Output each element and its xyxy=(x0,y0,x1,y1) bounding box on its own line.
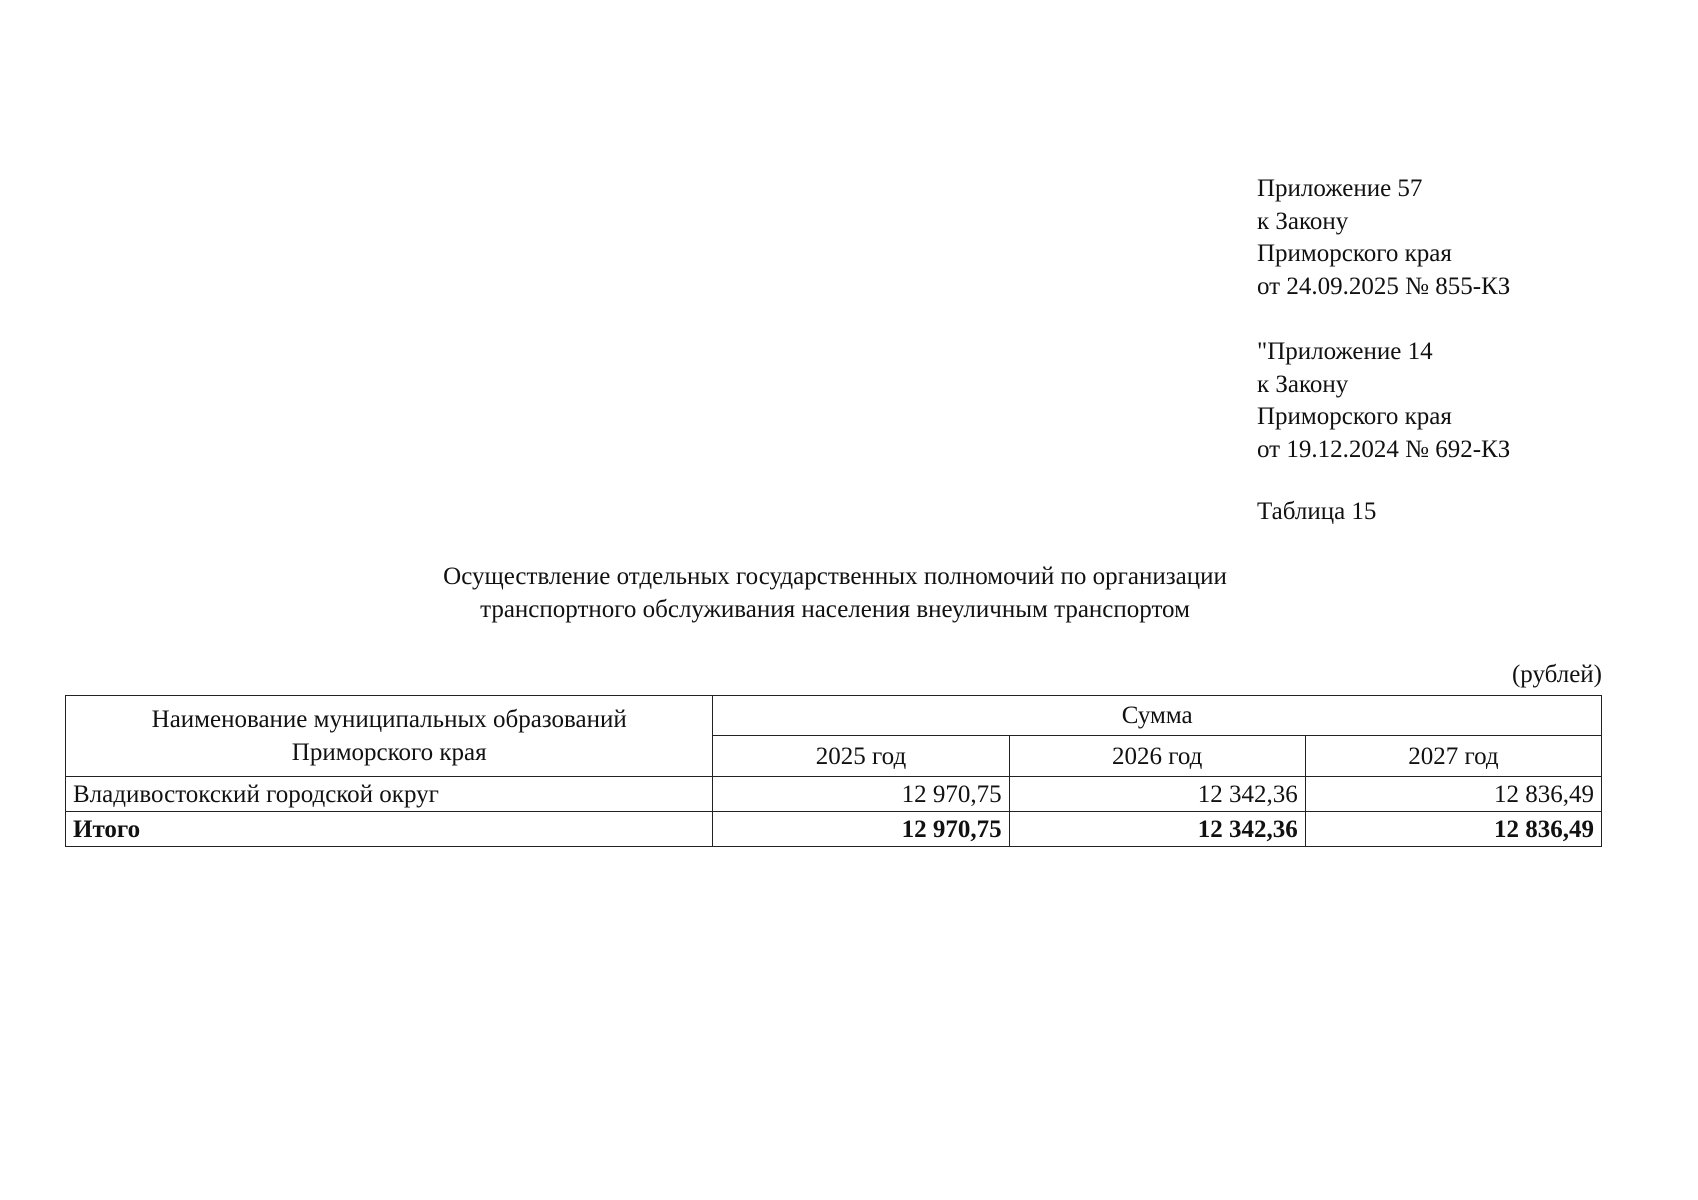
annex-14-line: "Приложение 14 xyxy=(1257,338,1433,365)
municipality-column-header xyxy=(66,696,713,777)
year-column-header: 2026 год xyxy=(1009,736,1305,777)
year-column-header: 2027 год xyxy=(1305,736,1601,777)
amount-cell: 12 342,36 xyxy=(1009,777,1305,812)
annex-14-line: от 19.12.2024 № 692-КЗ xyxy=(1257,435,1511,463)
annex-14-line: Приморского края xyxy=(1257,403,1452,430)
municipality-header-line: Наименование муниципальных образований xyxy=(151,706,627,733)
total-amount-cell: 12 836,49 xyxy=(1305,812,1601,847)
municipality-header-line: Приморского края xyxy=(291,739,487,766)
annex-14-reference xyxy=(1257,336,1510,466)
annex-57-line: к Закону xyxy=(1257,207,1349,235)
sum-column-header: Сумма xyxy=(713,696,1602,736)
amount-cell: 12 970,75 xyxy=(713,777,1009,812)
annex-57-line: от 24.09.2025 № 855-КЗ xyxy=(1257,272,1511,300)
table-row xyxy=(66,777,1602,812)
total-label-cell: Итого xyxy=(66,812,713,847)
annex-57-line: Приложение 57 xyxy=(1257,175,1423,202)
annex-57-reference xyxy=(1257,173,1510,303)
year-column-header: 2025 год xyxy=(713,736,1009,777)
document-title xyxy=(300,561,1370,626)
document-title-line: Осуществление отдельных государственных полномочий по организации xyxy=(443,563,1227,590)
allocation-table xyxy=(65,695,1602,847)
total-amount-cell: 12 970,75 xyxy=(713,812,1009,847)
document-title-line: транспортного обслуживания населения внеуличным транспортом xyxy=(480,595,1190,623)
units-label: (рублей) xyxy=(1511,661,1602,688)
total-amount-cell: 12 342,36 xyxy=(1009,812,1305,847)
annex-57-line: Приморского края xyxy=(1257,240,1452,267)
table-header-row xyxy=(66,696,1602,736)
total-row xyxy=(66,812,1602,847)
table-number: Таблица 15 xyxy=(1257,498,1377,525)
annex-14-line: к Закону xyxy=(1257,370,1349,398)
municipality-name-cell: Владивостокский городской округ xyxy=(66,777,713,812)
amount-cell: 12 836,49 xyxy=(1305,777,1601,812)
